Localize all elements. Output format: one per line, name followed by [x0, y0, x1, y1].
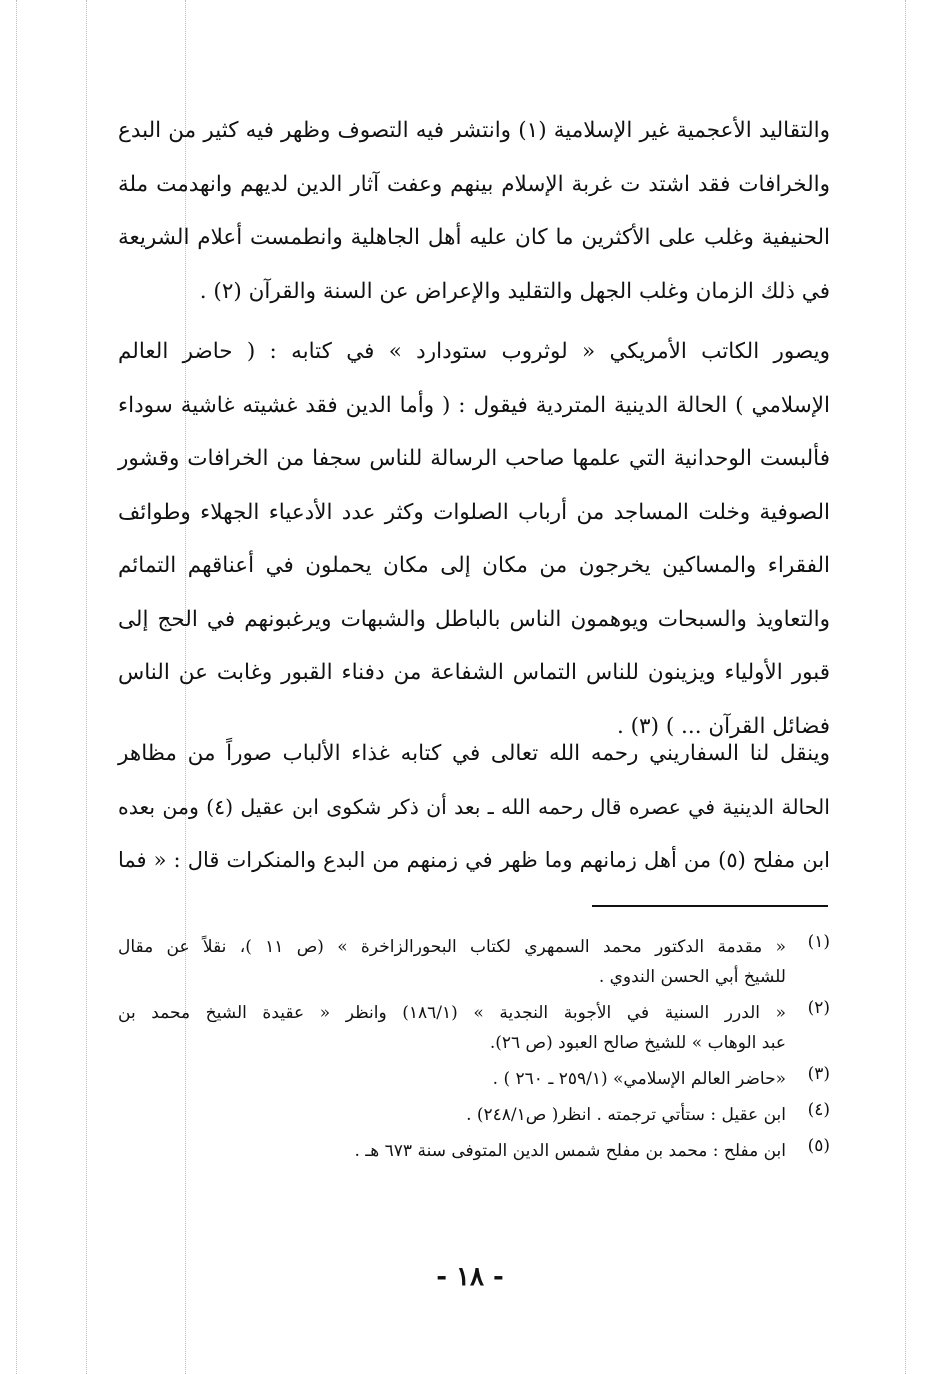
text-line: ويصور الكاتب الأمريكي « لوثروب ستودارد » في كتابه : ( حاضر العالم — [118, 339, 830, 364]
paragraph-3 — [118, 727, 830, 888]
footnote-5 — [118, 1136, 830, 1166]
scan-edge-line — [86, 0, 87, 1374]
text-line: والخرافات فقد اشتد ت غربة الإسلام بينهم وعفت آثار الدين لديهم وانهدمت ملة — [118, 171, 830, 197]
text-line: والتقاليد الأعجمية غير الإسلامية (١) وانتشر فيه التصوف وظهر فيه كثير من البدع — [118, 118, 830, 143]
footnote-3 — [118, 1064, 830, 1094]
footnotes — [118, 932, 830, 1166]
text-line: في ذلك الزمان وغلب الجهل والتقليد والإعراض عن السنة والقرآن (٢) . — [199, 278, 830, 304]
footnote-number: (١) — [807, 932, 830, 952]
footnote-1 — [118, 932, 830, 992]
text-line: فضائل القرآن ... ) (٣) . — [616, 713, 830, 739]
text-line: وينقل لنا السفاريني رحمه الله تعالى في كتابه غذاء الألباب صوراً من مظاهر — [118, 741, 830, 766]
text-line: قبور الأولياء ويزينون للناس التماس الشفاعة من دفناء القبور وغابت عن الناس — [118, 660, 830, 685]
footnote-line: ابن عقيل : ستأتي ترجمته . انظر( ص٢٤٨/١) . — [466, 1105, 786, 1125]
footnote-line: للشيخ أبي الحسن الندوي . — [598, 967, 786, 987]
footnote-4 — [118, 1100, 830, 1130]
footnote-2 — [118, 998, 830, 1058]
footnote-line: «حاضر العالم الإسلامي» (٢٥٩/١ ـ ٢٦٠ ) . — [492, 1069, 786, 1089]
text-line: الفقراء والمساكين يخرجون من مكان إلى مكان يحملون في أعناقهم التمائم — [118, 553, 830, 578]
footnote-number: (٣) — [807, 1064, 830, 1084]
footnote-number: (٥) — [807, 1136, 830, 1156]
footnote-number: (٤) — [807, 1100, 830, 1120]
footnote-line: « مقدمة الدكتور محمد السمهري لكتاب البحورالزاخرة » (ص ١١ )، نقلاً عن مقال — [118, 937, 786, 957]
footnote-line: « الدرر السنية في الأجوبة النجدية » (١٨٦/١) وانظر « عقيدة الشيخ محمد بن — [118, 1003, 787, 1023]
text-line: الصوفية وخلت المساجد من أرباب الصلوات وكثر عدد الأدعياء الجهلاء وطوائف — [118, 499, 830, 525]
scan-edge-line — [16, 0, 17, 1374]
text-line: والتعاويذ والسبحات ويوهمون الناس بالباطل والشبهات ويرغبونهم في الحج إلى — [118, 606, 830, 632]
text-line: الإسلامي ) الحالة الدينية المتردية فيقول : ( وأما الدين فقد غشيته غاشية سوداء — [118, 392, 830, 418]
page-number: - ١٨ - — [436, 1262, 504, 1292]
footnote-number: (٢) — [807, 998, 830, 1018]
paragraph-1 — [118, 104, 830, 318]
scan-edge-line — [905, 0, 906, 1374]
text-line: الحنيفية وغلب على الأكثرين ما كان عليه أهل الجاهلية وانطمست أعلام الشريعة — [118, 225, 830, 250]
text-line: الحالة الدينية في عصره قال رحمه الله ـ بعد أن ذكر شكوى ابن عقيل (٤) ومن بعده — [118, 794, 830, 819]
footnote-line: عبد الوهاب » للشيخ صالح العبود (ص ٢٦). — [489, 1033, 786, 1053]
text-line: ابن مفلح (٥) من أهل زمانهم وما ظهر في زمنهم من البدع والمنكرات قال : « فما — [118, 848, 830, 872]
footnote-separator — [592, 905, 828, 907]
text-line: فألبست الوحدانية التي علمها صاحب الرسالة للناس سجفا من الخرافات وقشور — [118, 446, 830, 471]
paragraph-2 — [118, 325, 830, 753]
footnote-line: ابن مفلح : محمد بن مفلح شمس الدين المتوفى سنة ٦٧٣ هـ . — [354, 1141, 786, 1161]
